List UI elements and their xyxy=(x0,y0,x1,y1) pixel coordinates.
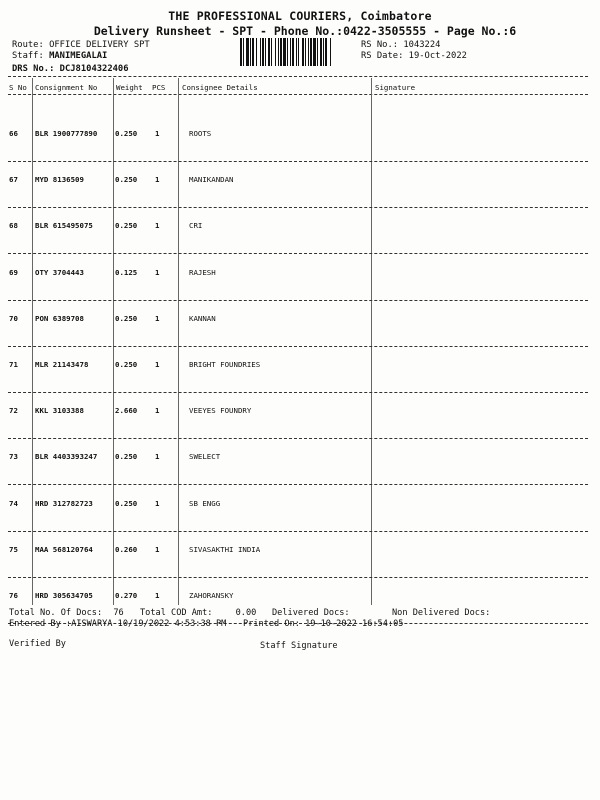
row-weight: 0.250 xyxy=(115,221,138,231)
row-weight: 0.250 xyxy=(115,452,138,462)
row-divider xyxy=(8,484,588,485)
row-consignment-no: BLR 615495075 xyxy=(35,221,93,231)
staff-line xyxy=(12,51,107,61)
totals-line xyxy=(9,608,124,618)
row-sno: 74 xyxy=(9,498,18,508)
table-row xyxy=(0,268,600,282)
row-consignment-no: HRD 312782723 xyxy=(35,498,93,508)
rs-no-label: RS No.: xyxy=(361,40,399,50)
column-rule xyxy=(32,78,33,605)
table-row xyxy=(0,591,600,605)
company-title: THE PROFESSIONAL COURIERS, Coimbatore xyxy=(168,9,432,23)
drs-label: DRS No.: xyxy=(12,64,55,74)
staff-signature-label: Staff Signature xyxy=(260,641,338,651)
drs-line xyxy=(12,64,129,74)
table-row xyxy=(0,406,600,420)
row-divider xyxy=(8,438,588,439)
header-divider-bottom xyxy=(8,94,588,95)
table-row xyxy=(0,545,600,559)
row-pcs: 1 xyxy=(155,360,160,369)
row-sno: 68 xyxy=(9,221,18,231)
col-header-weight: Weight xyxy=(116,83,143,92)
row-consignment-no: KKL 3103388 xyxy=(35,406,84,416)
total-docs-value: 76 xyxy=(113,608,124,618)
staff-label: Staff: xyxy=(12,51,44,61)
entered-by-value: AISWARYA 10/19/2022 4:53:38 PM xyxy=(71,619,227,629)
column-rule xyxy=(178,78,179,605)
row-consignee: VEEYES FOUNDRY xyxy=(189,406,252,416)
drs-value: DCJ8104322406 xyxy=(59,64,129,74)
table-row xyxy=(0,360,600,374)
rs-date-label: RS Date: xyxy=(361,51,404,61)
row-pcs: 1 xyxy=(155,313,160,323)
row-pcs: 1 xyxy=(155,498,160,508)
row-consignee: ROOTS xyxy=(189,129,212,138)
row-weight: 0.250 xyxy=(115,313,138,323)
row-divider xyxy=(8,346,588,347)
row-consignee: SIVASAKTHI INDIA xyxy=(189,544,261,554)
table-row xyxy=(0,499,600,513)
row-weight: 0.250 xyxy=(115,498,138,508)
rs-no-line xyxy=(361,40,440,50)
row-consignment-no: MLR 21143478 xyxy=(35,360,89,369)
total-cod-value: 0.00 xyxy=(235,608,257,618)
printed-on-line xyxy=(243,619,403,629)
row-consignment-no: BLR 1900777890 xyxy=(35,129,98,138)
row-weight: 0.270 xyxy=(115,591,138,600)
table-row xyxy=(0,452,600,466)
row-sno: 72 xyxy=(9,406,18,416)
row-consignment-no: HRD 305634705 xyxy=(35,591,93,600)
row-divider xyxy=(8,207,588,208)
row-weight: 0.250 xyxy=(115,129,138,138)
rs-date-value: 19-Oct-2022 xyxy=(408,51,467,61)
row-consignee: CRI xyxy=(189,221,203,231)
row-sno: 73 xyxy=(9,452,18,462)
row-consignee: SWELECT xyxy=(189,452,221,462)
row-divider xyxy=(8,161,588,162)
row-divider xyxy=(8,577,588,578)
row-consignment-no: PON 6389708 xyxy=(35,313,84,323)
row-pcs: 1 xyxy=(155,591,160,600)
table-row xyxy=(0,129,600,143)
col-header-consignment: Consignment No xyxy=(35,83,98,92)
row-sno: 66 xyxy=(9,129,18,138)
table-row xyxy=(0,314,600,328)
entered-by-label: Entered By : xyxy=(9,619,72,629)
row-pcs: 1 xyxy=(155,221,160,231)
row-weight: 0.250 xyxy=(115,360,138,369)
entered-by-line xyxy=(9,619,226,629)
row-divider xyxy=(8,531,588,532)
barcode-bar xyxy=(331,38,332,66)
col-header-pcs: PCS xyxy=(152,83,166,92)
row-consignment-no: BLR 4403393247 xyxy=(35,452,98,462)
rs-date-line xyxy=(361,51,467,61)
route-line xyxy=(12,40,150,50)
row-divider xyxy=(8,300,588,301)
row-sno: 67 xyxy=(9,175,18,185)
staff-value: MANIMEGALAI xyxy=(49,51,108,61)
printed-on-label: Printed On: xyxy=(243,619,300,629)
total-docs-label: Total No. Of Docs: xyxy=(9,608,103,618)
row-consignee: ZAHORANSKY xyxy=(189,591,234,600)
printed-on-value: 19-10-2022 16:54:05 xyxy=(305,619,404,629)
row-pcs: 1 xyxy=(155,129,160,138)
runsheet-subtitle: Delivery Runsheet - SPT - Phone No.:0422-3505555 - Page No.:6 xyxy=(93,24,517,38)
table-row xyxy=(0,175,600,189)
row-weight: 0.250 xyxy=(115,175,138,185)
row-consignment-no: MYD 8136509 xyxy=(35,175,84,185)
row-weight: 0.125 xyxy=(115,267,138,277)
row-consignee: KANNAN xyxy=(189,313,216,323)
column-rule xyxy=(113,78,114,605)
row-weight: 2.660 xyxy=(115,406,138,416)
row-consignee: SB ENGG xyxy=(189,498,221,508)
header-divider-top xyxy=(8,76,588,77)
table-row xyxy=(0,221,600,235)
row-consignment-no: MAA 568120764 xyxy=(35,544,93,554)
barcode-image xyxy=(240,38,358,66)
row-consignee: MANIKANDAN xyxy=(189,175,234,185)
row-consignment-no: OTY 3704443 xyxy=(35,267,84,277)
route-label: Route: xyxy=(12,40,44,50)
row-pcs: 1 xyxy=(155,452,160,462)
rs-no-value: 1043224 xyxy=(403,40,441,50)
row-divider xyxy=(8,392,588,393)
verified-by-label: Verified By xyxy=(9,639,66,649)
row-consignee: BRIGHT FOUNDRIES xyxy=(189,360,261,369)
col-header-sno: S No xyxy=(9,83,27,92)
column-rule xyxy=(371,78,372,605)
row-pcs: 1 xyxy=(155,544,160,554)
total-cod-label: Total COD Amt: xyxy=(140,608,213,618)
row-pcs: 1 xyxy=(155,406,160,416)
row-divider xyxy=(8,253,588,254)
delivered-docs-label: Delivered Docs: xyxy=(272,608,350,618)
col-header-signature: Signature xyxy=(375,83,416,92)
row-sno: 70 xyxy=(9,313,18,323)
row-consignee: RAJESH xyxy=(189,267,216,277)
row-pcs: 1 xyxy=(155,267,160,277)
row-pcs: 1 xyxy=(155,175,160,185)
row-sno: 69 xyxy=(9,267,18,277)
row-weight: 0.260 xyxy=(115,544,138,554)
total-cod xyxy=(140,608,256,618)
row-sno: 75 xyxy=(9,544,18,554)
row-sno: 71 xyxy=(9,360,18,369)
route-value: OFFICE DELIVERY SPT xyxy=(49,40,150,50)
col-header-consignee: Consignee Details xyxy=(182,83,258,92)
non-delivered-docs-label: Non Delivered Docs: xyxy=(392,608,491,618)
row-sno: 76 xyxy=(9,591,18,600)
